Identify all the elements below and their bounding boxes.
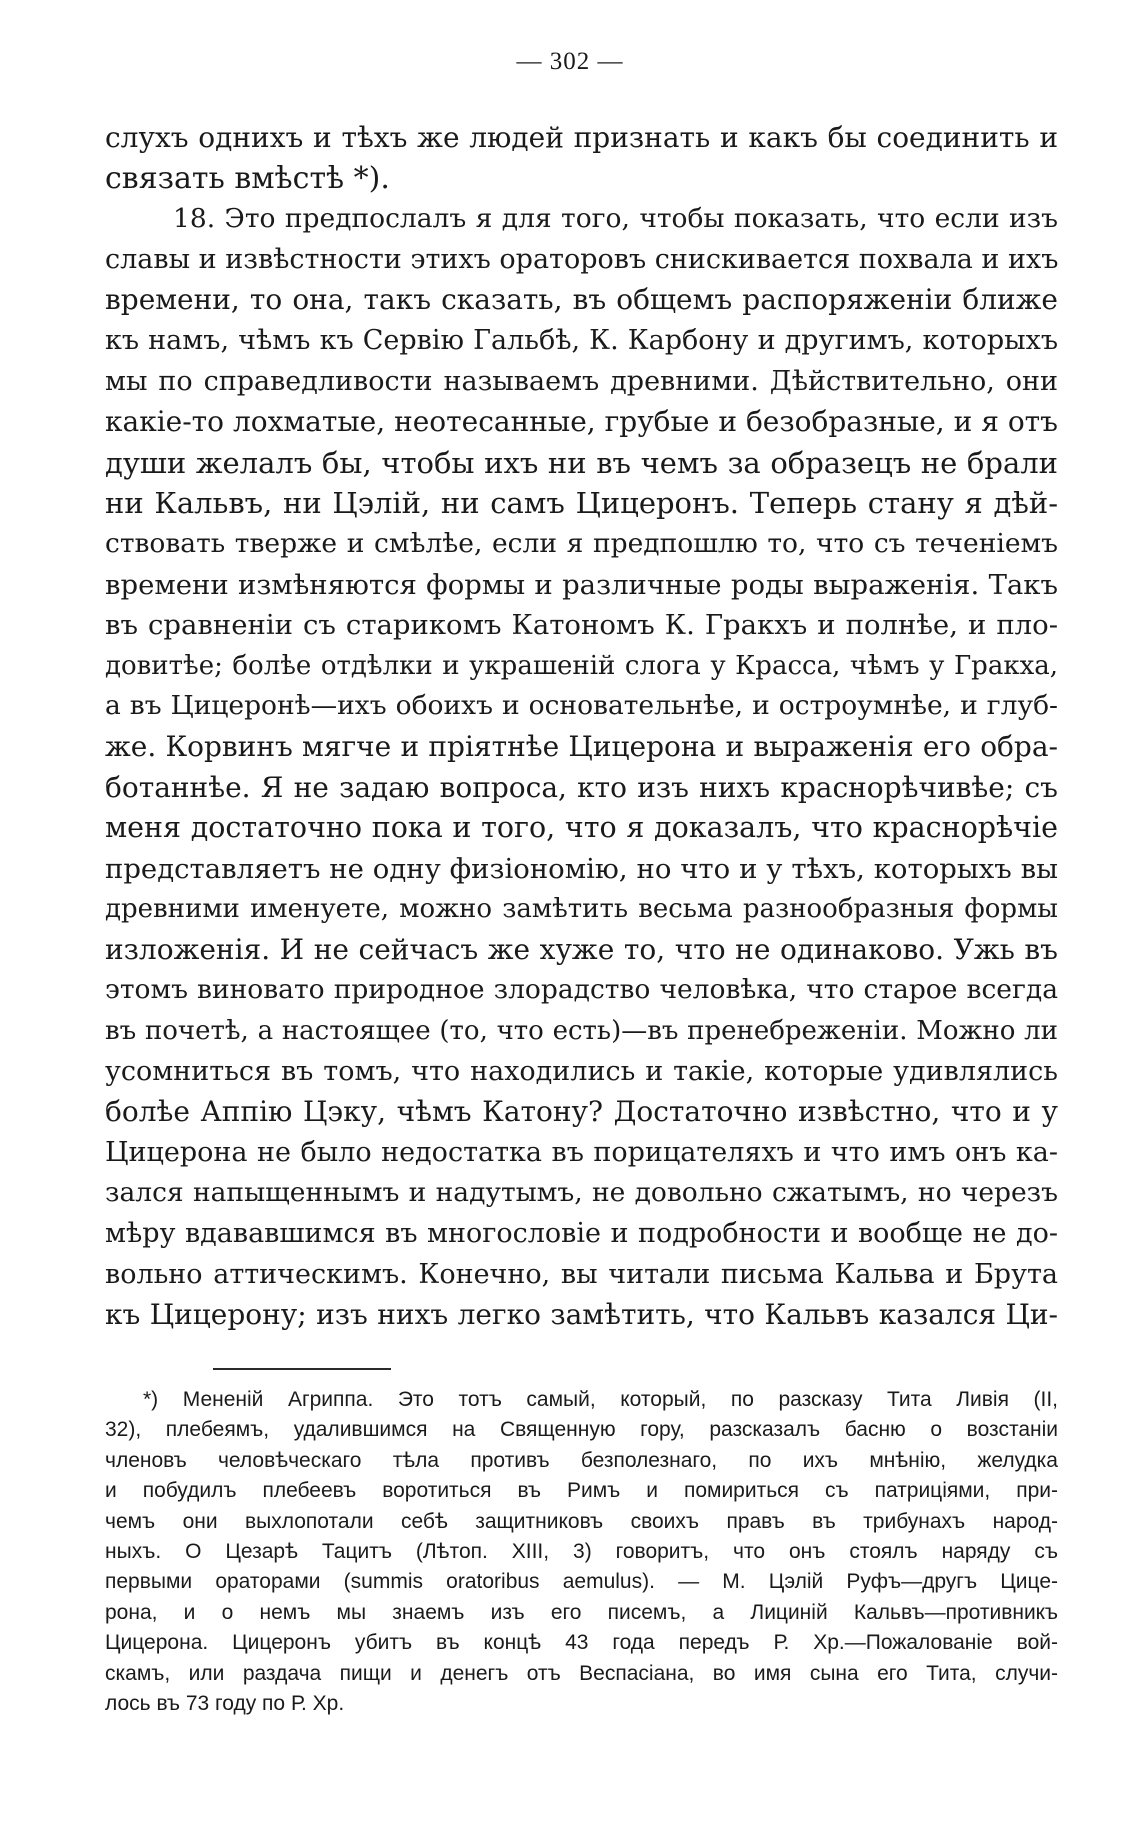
text-line: усомниться въ томъ, что находились и такіе, которые удивлялись bbox=[105, 1055, 1058, 1087]
text-line: этомъ виновато природное злорадство человѣка, что старое всегда bbox=[105, 974, 1058, 1006]
footnote-divider bbox=[213, 1368, 391, 1370]
footnote-line: скамъ, или раздача пищи и денегъ отъ Веспасіана, во имя сына его Тита, случи- bbox=[105, 1661, 1058, 1685]
text-line: представляетъ не одну физіономію, но что и у тѣхъ, которыхъ вы bbox=[105, 852, 1058, 885]
footnote-line: Цицерона. Цицеронъ убитъ въ концѣ 43 года передъ Р. Хр.—Пожалованіе вой- bbox=[105, 1631, 1058, 1655]
text-line: изложенія. И не сейчасъ же хуже то, что не одинаково. Ужь въ bbox=[105, 932, 1058, 966]
text-line: какіе-то лохматые, неотесанные, грубые и безобразные, и я отъ bbox=[105, 405, 1058, 439]
text-line: времени измѣняются формы и различные роды выраженія. Такъ bbox=[105, 568, 1058, 601]
footnote-line: 32), плебеямъ, удалившимся на Священную гору, разсказалъ басню о возстаніи bbox=[105, 1418, 1058, 1442]
text-line: ствовать тверже и смѣлѣе, если я предпошлю то, что съ теченіемъ bbox=[105, 527, 1058, 559]
text-line: славы и извѣстности этихъ ораторовъ снискивается похвала и ихъ bbox=[105, 243, 1058, 275]
footnote-line: членовъ человѣческаго тѣла противъ безполезнаго, по ихъ мнѣнію, желудка bbox=[105, 1448, 1058, 1472]
text-line: довитѣе; болѣе отдѣлки и украшеній слога у Красса, чѣмъ у Гракха, bbox=[105, 650, 1058, 681]
text-line: ни Кальвъ, ни Цэлій, ни самъ Цицеронъ. Теперь стану я дѣй- bbox=[105, 486, 1058, 521]
text-line: древними именуете, можно замѣтить весьма разнообразныя формы bbox=[105, 894, 1058, 925]
text-line: вольно аттическимъ. Конечно, вы читали письма Кальва и Брута bbox=[105, 1258, 1058, 1290]
text-line: души желалъ бы, чтобы ихъ ни въ чемъ за образецъ не брали bbox=[105, 445, 1058, 480]
text-line: времени, то она, такъ сказать, въ общемъ распоряженіи ближе bbox=[105, 283, 1058, 317]
text-line: Цицерона не было недостатка въ порицателяхъ и что имъ онъ ка- bbox=[105, 1136, 1058, 1168]
text-line: меня достаточно пока и того, что я доказалъ, что краснорѣчіе bbox=[105, 811, 1058, 845]
text-line: мы по справедливости называемъ древними. Дѣйствительно, они bbox=[105, 365, 1058, 397]
footnote-line: *) Мененій Агриппа. Это тотъ самый, который, по разсказу Тита Ливія (II, bbox=[143, 1388, 1058, 1411]
footnote-line: рона, и о немъ мы знаемъ изъ его писемъ, а Лициній Кальвъ—противникъ bbox=[105, 1600, 1058, 1624]
footnote-line: ныхъ. О Цезарѣ Тацитъ (Лѣтоп. XIII, 3) говоритъ, что онъ стоялъ наряду съ bbox=[105, 1539, 1058, 1563]
text-line: мѣру вдававшимся въ многословіе и подробности и вообще не до- bbox=[105, 1218, 1058, 1250]
paragraph-start-line: 18. Это предпослалъ я для того, чтобы показать, что если изъ bbox=[173, 203, 1058, 235]
main-text bbox=[105, 118, 1058, 1336]
text-line: въ сравненіи съ старикомъ Катономъ К. Гракхъ и полнѣе, и пло- bbox=[105, 609, 1058, 642]
text-line: въ почетѣ, а настоящее (то, что есть)—въ пренебреженіи. Можно ли bbox=[105, 1016, 1058, 1047]
footnote bbox=[105, 1385, 1058, 1719]
footnote-line: и побудилъ плебеевъ воротиться въ Римъ и помириться съ патриціями, при- bbox=[105, 1479, 1058, 1503]
text-line: а въ Цицеронѣ—ихъ обоихъ и основательнѣе, и остроумнѣе, и глуб- bbox=[105, 690, 1058, 722]
text-line: къ Цицерону; изъ нихъ легко замѣтить, что Кальвъ казался Ци- bbox=[105, 1298, 1058, 1332]
text-line: же. Корвинъ мягче и пріятнѣе Цицерона и выраженія его обра- bbox=[105, 729, 1058, 763]
page-number: — 302 — bbox=[516, 48, 624, 75]
text-line: связать вмѣстѣ *). bbox=[105, 160, 390, 196]
text-line: слухъ однихъ и тѣхъ же людей признать и какъ бы соединить и bbox=[105, 121, 1058, 154]
footnote-line: лось въ 73 году по Р. Хр. bbox=[105, 1691, 345, 1715]
text-line: зался напыщеннымъ и надутымъ, не довольно сжатымъ, но черезъ bbox=[105, 1177, 1058, 1209]
footnote-line: чемъ они выхлопотали себѣ защитниковъ своихъ правъ въ трибунахъ народ- bbox=[105, 1509, 1058, 1533]
text-line: болѣе Аппію Цэку, чѣмъ Катону? Достаточно извѣстно, что и у bbox=[105, 1095, 1058, 1129]
text-line: къ намъ, чѣмъ къ Сервію Гальбѣ, К. Карбону и другимъ, которыхъ bbox=[105, 324, 1058, 356]
text-line: ботаннѣе. Я не задаю вопроса, кто изъ нихъ краснорѣчивѣе; съ bbox=[105, 770, 1058, 804]
footnote-line: первыми ораторами (summis oratoribus aemulus). — М. Цэлій Руфъ—другъ Цице- bbox=[105, 1570, 1058, 1594]
